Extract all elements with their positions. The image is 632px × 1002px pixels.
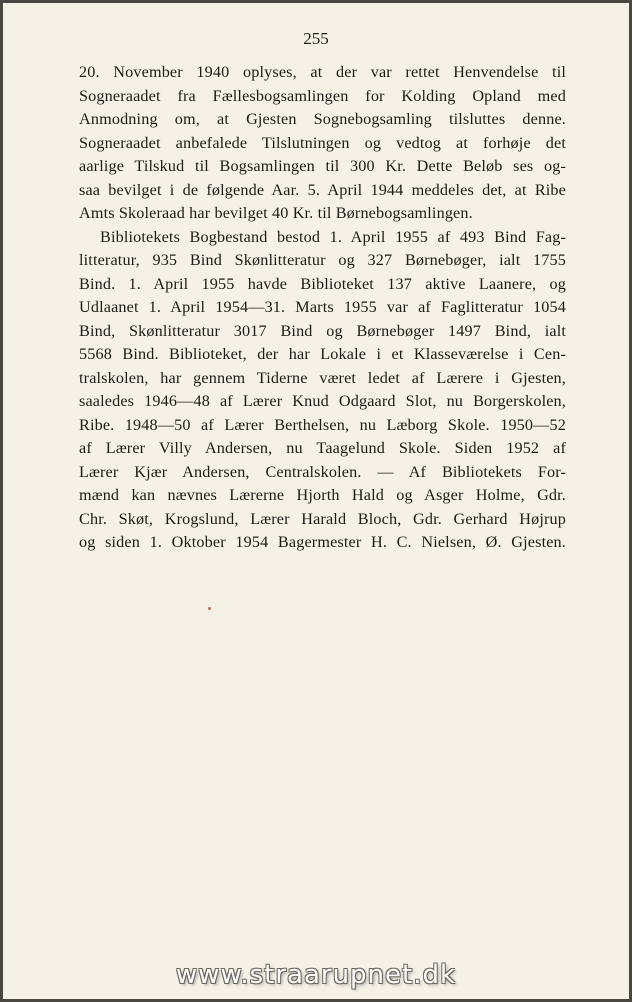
text-line: Bibliotekets Bogbestand bestod 1. April 1955 af 493 Bind Fag- [100,227,566,246]
text-line: Bind. 1. April 1955 havde Biblioteket 137 aktive Laanere, og [79,274,566,293]
body-text [79,61,566,555]
text-line: Ribe. 1948—50 af Lærer Berthelsen, nu Læborg Skole. 1950—52 [79,415,566,434]
book-page [3,3,629,999]
paper-speck [208,607,211,610]
text-line: tralskolen, har gennem Tiderne været ledet af Lærere i Gjesten, [79,368,566,387]
text-line: mænd kan nævnes Lærerne Hjorth Hald og Asger Holme, Gdr. [79,486,566,504]
page-number: 255 [303,29,329,48]
text-line: og siden 1. Oktober 1954 Bagermester H. C. Nielsen, Ø. Gjesten. [79,533,566,551]
paragraph-2 [79,226,566,555]
text-line: Sogneraadet fra Fællesbogsamlingen for Kolding Opland med [79,86,566,105]
text-line: af Lærer Villy Andersen, nu Taagelund Skole. Siden 1952 af [79,439,566,457]
text-line: Amts Skoleraad har bevilget 40 Kr. til Børnebogsamlingen. [79,204,473,222]
text-line: Lærer Kjær Andersen, Centralskolen. — Af Bibliotekets For- [79,462,566,481]
text-line: 20. November 1940 oplyses, at der var rettet Henvendelse til [79,63,566,81]
site-watermark: www.straarupnet.dk [175,960,457,990]
text-line: saa bevilget i de følgende Aar. 5. April 1944 meddeles det, at Ribe [79,180,566,199]
text-line: litteratur, 935 Bind Skønlitteratur og 327 Børnebøger, ialt 1755 [79,251,566,269]
paragraph-1 [79,61,566,226]
text-line: Sogneraadet anbefalede Tilslutningen og vedtog at forhøje det [79,133,566,152]
text-line: Udlaanet 1. April 1954—31. Marts 1955 var af Faglitteratur 1054 [79,298,566,316]
text-line: Anmodning om, at Gjesten Sognebogsamling tilsluttes denne. [79,110,566,128]
text-line: aarlige Tilskud til Bogsamlingen til 300 Kr. Dette Beløb ses og- [79,157,566,175]
text-line: Bind, Skønlitteratur 3017 Bind og Børnebøger 1497 Bind, ialt [79,321,566,340]
text-line: 5568 Bind. Biblioteket, der har Lokale i et Klasseværelse i Cen- [79,345,566,363]
text-line: saaledes 1946—48 af Lærer Knud Odgaard Slot, nu Borgerskolen, [79,392,566,410]
text-line: Chr. Skøt, Krogslund, Lærer Harald Bloch, Gdr. Gerhard Højrup [79,509,566,528]
